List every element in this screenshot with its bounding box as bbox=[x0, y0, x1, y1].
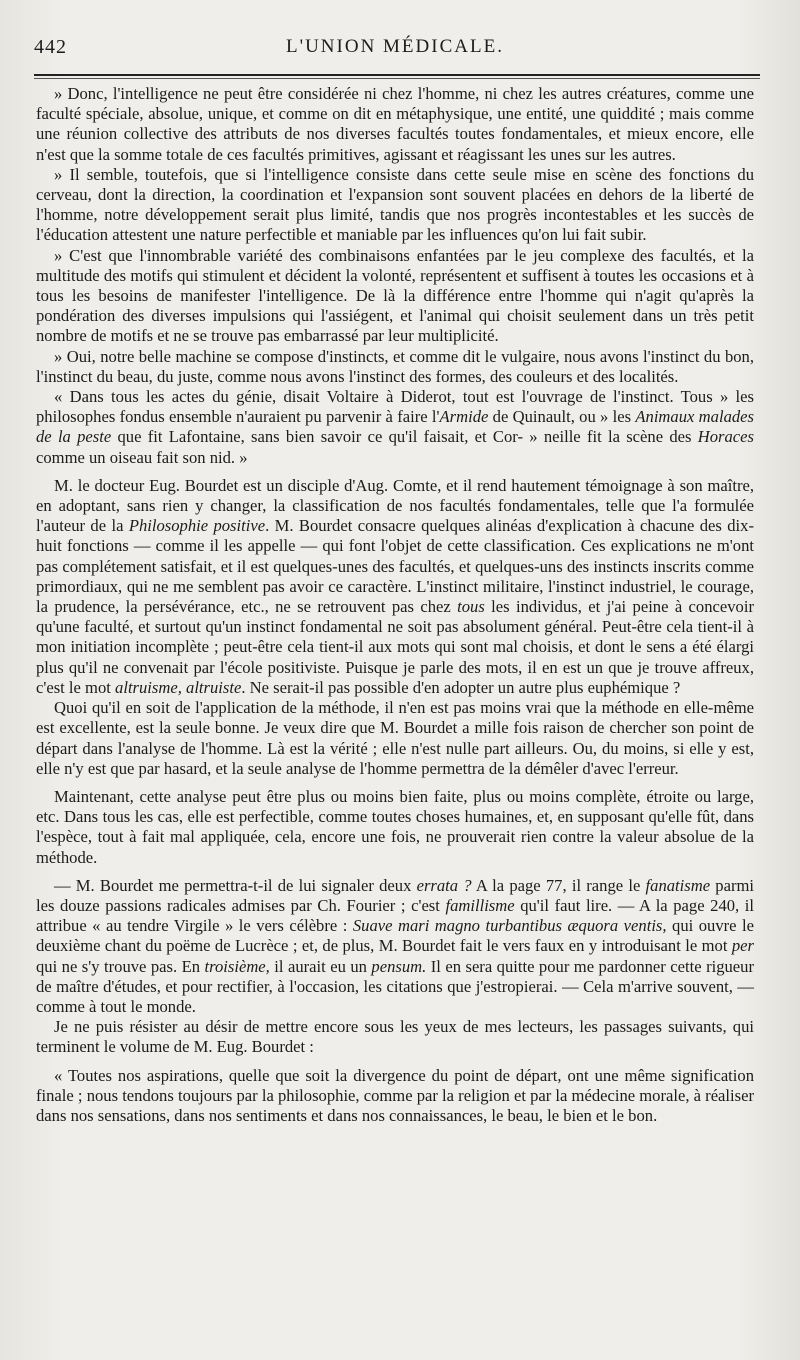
italic-title: Armide bbox=[439, 407, 489, 427]
text-run: . Ne serait-il pas possible d'en adopter un autre plus euphémique ? bbox=[241, 677, 681, 697]
quotation-paragraph bbox=[36, 387, 754, 468]
italic-word: troisième, bbox=[204, 956, 270, 976]
text-run: qui ne s'y trouve pas. En bbox=[36, 956, 205, 976]
quotation-paragraph: « Toutes nos aspirations, quelle que soit la divergence du point de départ, ont une même signification finale ; nous tendons toujours par la philosophie, comme par la religion et par la médecine morale, à réaliser dans nos sensations, dans nos sentiments et dans nos connaissances, le beau, le bien et le bon. bbox=[36, 1065, 754, 1125]
text-run: M. le docteur Eug. Bourdet est un disciple d'Aug. Comte, et il rend hautement témoignage à son maître, en adoptant, sans rien y changer, la classification de nos facultés fondamentales, telle que l'a formulée l'auteur de la bbox=[36, 475, 754, 536]
text-run: A la page 77, il range le bbox=[471, 875, 646, 895]
paragraph bbox=[36, 876, 754, 1017]
italic-quote: Suave mari magno turbantibus æquora ventis, bbox=[352, 916, 667, 936]
page-number: 442 bbox=[34, 36, 67, 58]
italic-word: tous bbox=[457, 597, 485, 617]
paragraph: » Donc, l'intelligence ne peut être considérée ni chez l'homme, ni chez les autres créatures, comme une faculté spéciale, absolue, unique, et comme on dit en métaphysique, une entité, une quiddité ; mais comme une réunion collective des attributs de nos diverses facultés toutes fondamentales, et mieux encore, elle n'est que la somme totale de ces facultés primitives, agissant et réagissant les unes sur les autres. bbox=[36, 84, 754, 164]
text-run: qui ouvre le deuxième chant du poëme de Lucrèce ; et, de plus, M. Bourdet fait le vers faux en y introduisant le mot bbox=[36, 916, 754, 956]
text-run: les individus, et j'ai peine à concevoir qu'une faculté, et surtout qu'un instinct fondamental ne soit pas absolument général. Peut-être cela tient-il à mon initiation incomplète ; peut-être cela tient-il aux mots qui sont mal choisis, et dont le sens a été élargi plus qu'il ne convenait par l'école positiviste. Puisque je parle des mots, il en est un que je trouve affreux, c'est le mot bbox=[36, 597, 754, 697]
text-run: Il en sera quitte pour me pardonner cette rigueur de maître d'études, et pour rectifier, à l'occasion, les citations que j'estropierai. — Cela m'arrive souvent, — comme à tout le monde. bbox=[36, 956, 754, 1016]
text-run: — M. Bourdet me permettra-t-il de lui signaler deux bbox=[54, 875, 417, 895]
text-run: comme un oiseau fait son nid. » bbox=[36, 447, 248, 467]
paragraph: » C'est que l'innombrable variété des combinaisons enfantées par le jeu complexe des facultés, et la multitude des motifs qui stimulent et décident la volonté, représentent et suffisent à toutes les occasions et à tous les besoins de manifester l'intelligence. De là la différence entre l'homme qui n'agit qu'après la pondération des diverses impulsions qui l'assiégent, et l'animal qui choisit seulement dans un très petit nombre de motifs et ne se trouve pas embarrassé par leur multiplicité. bbox=[36, 245, 754, 346]
text-run: que fit Lafontaine, sans bien savoir ce qu'il faisait, et Cor- » neille fit la scène des bbox=[111, 427, 698, 447]
italic-title: Philosophie positive bbox=[128, 516, 266, 536]
paragraph bbox=[36, 476, 754, 698]
italic-title: Horaces bbox=[697, 427, 754, 447]
body-text bbox=[36, 84, 754, 1126]
text-run: parmi les douze passions radicales admises par Ch. Fourier ; c'est bbox=[36, 875, 754, 915]
paragraph: Quoi qu'il en soit de l'application de la méthode, il n'en est pas moins vrai que la méthode en elle-même est excellente, est la seule bonne. Je veux dire que M. Bourdet a mille fois raison de chercher son point de départ dans l'analyse de l'homme. Là est la vérité ; elle n'est nulle part ailleurs. Ou, du moins, si elle y est, elle n'y est que par hasard, et la seule analyse de l'homme permettra de la démêler d'avec l'erreur. bbox=[36, 698, 754, 778]
text-run: il aurait eu un bbox=[269, 956, 372, 976]
paragraph: » Il semble, toutefois, que si l'intelligence consiste dans cette seule mise en scène des fonctions du cerveau, dont la direction, la coordination et l'expansion sont souvent placées en dehors de la liberté de l'homme, notre développement serait plus limité, tandis que nos progrès incontestables et les succès de l'éducation attestent une nature perfectible et maniable par les influences qu'on lui fait subir. bbox=[36, 164, 754, 245]
paragraph: Je ne puis résister au désir de mettre encore sous les yeux de mes lecteurs, les passages suivants, qui terminent le volume de M. Eug. Bourdet : bbox=[36, 1017, 754, 1057]
italic-word: per bbox=[731, 936, 754, 956]
running-title: L'UNION MÉDICALE. bbox=[286, 36, 504, 57]
paragraph: » Oui, notre belle machine se compose d'instincts, et comme dit le vulgaire, nous avons l'instinct du bon, l'instinct du beau, du juste, comme nous avons l'instinct des formes, des couleurs et des localités. bbox=[36, 346, 754, 386]
page-header bbox=[34, 36, 756, 64]
header-rule bbox=[34, 74, 760, 79]
italic-word: errata ? bbox=[416, 875, 472, 895]
italic-word: altruisme, altruiste bbox=[115, 677, 242, 697]
italic-word: famillisme bbox=[445, 895, 515, 915]
italic-word: fanatisme bbox=[645, 875, 711, 895]
text-run: « Dans tous les actes du génie, disait Voltaire à Diderot, tout est l'ouvrage de l'instinct. Tous » les philosophes fondus ensemble n'auraient pu parvenir à faire l' bbox=[36, 387, 754, 427]
text-run: qu'il faut lire. — A la page 240, il attribue « au tendre Virgile » le vers célèbre : bbox=[36, 895, 754, 936]
text-run: . M. Bourdet consacre quelques alinéas d'explication à chacune des dix-huit fonctions — comme il les appelle — qui font l'objet de cette classification. Ces explications ne m'ont pas complétement satisfait, et il est quelques-unes des facultés, et quelques-uns des instincts inscrits comme primordiaux, qui ne me semblent pas avoir ce caractère. L'instinct militaire, l'instinct industriel, le courage, la prudence, la persévérance, etc., ne se retrouvent pas chez bbox=[36, 516, 754, 617]
italic-word: pensum. bbox=[371, 956, 427, 976]
paragraph: Maintenant, cette analyse peut être plus ou moins bien faite, plus ou moins complète, étroite ou large, etc. Dans tous les cas, elle est perfectible, comme toutes choses humaines, et, en supposant qu'elle fût, dans l'espèce, tout à fait mal appliquée, cela, encore une fois, ne prouverait rien contre la valeur absolue de la méthode. bbox=[36, 786, 754, 867]
text-run: de Quinault, ou » les bbox=[488, 407, 636, 427]
italic-title: Animaux malades de la peste bbox=[36, 407, 754, 447]
